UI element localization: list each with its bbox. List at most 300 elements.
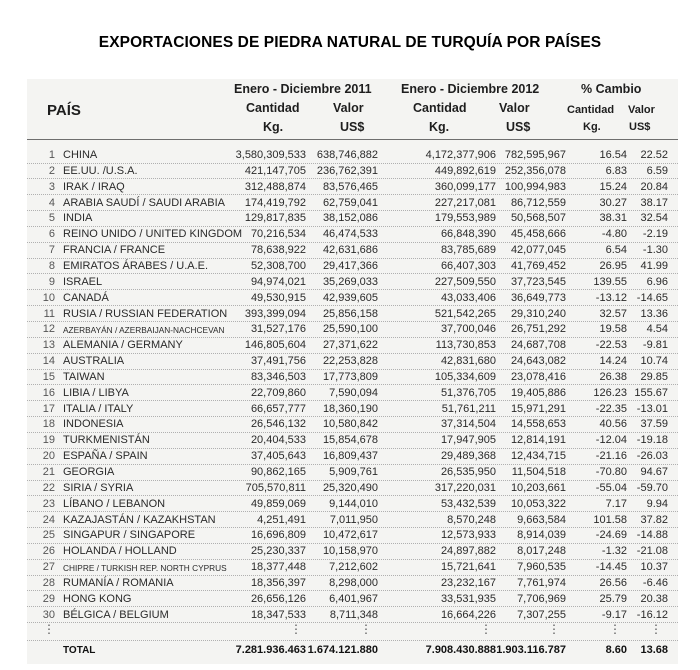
row-value-2012: 12,814,191	[510, 434, 566, 447]
row-index: 12	[42, 323, 55, 336]
row-index: 16	[42, 386, 55, 399]
row-quantity-2012: 43,033,406	[440, 291, 496, 304]
row-quantity-2011: 78,638,922	[250, 244, 306, 257]
row-country: AZERBAYÁN / AZERBAIJAN-NACHCEVAN	[63, 325, 225, 336]
row-quantity-2011: 26,546,132	[250, 418, 306, 431]
row-country: LIBIA / LIBYA	[63, 386, 129, 399]
row-country: HONG KONG	[63, 592, 132, 605]
row-index: 3	[48, 180, 55, 193]
row-index: 11	[43, 307, 55, 320]
row-quantity-2012: 113,730,853	[435, 339, 496, 352]
row-quantity-2011: 49,859,069	[250, 497, 306, 510]
row-value-2011: 62,759,041	[322, 196, 378, 209]
row-quantity-2011: 3,580,309,533	[235, 149, 306, 161]
row-value-2011: 236,762,391	[316, 164, 378, 177]
row-value-2011: 27,371,622	[322, 339, 378, 352]
row-change-quantity: 6.54	[605, 244, 627, 257]
row-index: 30	[42, 608, 55, 621]
row-change-quantity: 101.58	[593, 513, 627, 526]
row-value-2012: 14,558,653	[510, 418, 566, 431]
row-value-2012: 36,649,773	[510, 291, 566, 304]
row-change-quantity: -55.04	[595, 481, 627, 494]
row-change-quantity: -24.69	[595, 529, 627, 542]
row-index: 26	[42, 545, 55, 558]
ellipsis-q2011: ⋮	[290, 622, 302, 636]
row-value-2011: 16,809,437	[322, 450, 378, 463]
table-row	[27, 338, 678, 353]
table-row	[27, 291, 678, 306]
row-index: 24	[42, 513, 55, 526]
row-country: BÉLGICA / BELGIUM	[63, 608, 169, 621]
row-quantity-2012: 23,232,167	[440, 576, 496, 589]
row-change-value: -21.08	[636, 545, 668, 558]
row-change-value: 4.54	[646, 323, 668, 336]
row-quantity-2012: 227,509,550	[434, 275, 496, 288]
row-index: 7	[48, 244, 55, 257]
row-change-quantity: 30.27	[599, 196, 627, 209]
row-index: 18	[42, 418, 55, 431]
table-row	[27, 322, 678, 337]
table-row	[27, 544, 678, 559]
row-quantity-2011: 421,147,705	[244, 164, 306, 177]
row-quantity-2012: 179,553,989	[434, 212, 496, 225]
row-quantity-2012: 33,531,935	[440, 592, 496, 605]
row-quantity-2012: 105,334,609	[434, 370, 496, 383]
row-change-value: 20.84	[640, 180, 668, 193]
row-quantity-2012: 4,172,377,906	[425, 149, 496, 161]
table-row	[27, 608, 678, 623]
row-value-2011: 83,576,465	[322, 180, 378, 193]
row-value-2011: 10,158,970	[322, 545, 378, 558]
total-cv: 13.68	[640, 644, 668, 656]
row-value-2011: 5,909,761	[329, 466, 378, 478]
row-change-value: -9.81	[642, 339, 668, 352]
row-change-value: -14.88	[636, 529, 668, 542]
row-quantity-2012: 66,407,303	[440, 259, 496, 272]
row-quantity-2012: 51,376,705	[440, 386, 496, 399]
row-quantity-2012: 12,573,933	[440, 529, 496, 542]
row-value-2012: 24,687,708	[510, 339, 566, 352]
row-index: 8	[48, 259, 55, 272]
header-kg-2012: Kg.	[429, 120, 450, 134]
row-index: 20	[42, 450, 55, 463]
ellipsis-cq: ⋮	[609, 622, 621, 636]
row-index: 10	[42, 291, 55, 304]
table-row	[27, 386, 678, 401]
total-row	[27, 643, 678, 658]
row-quantity-2011: 393,399,094	[244, 307, 306, 320]
header-divider	[27, 139, 678, 140]
row-quantity-2012: 17,947,905	[440, 434, 496, 447]
row-quantity-2012: 449,892,619	[434, 164, 496, 177]
row-change-value: 6.96	[646, 275, 668, 288]
row-change-value: 37.82	[640, 513, 668, 526]
row-change-quantity: -12.04	[595, 434, 627, 447]
row-change-value: 13.36	[640, 307, 668, 320]
table-row	[27, 560, 678, 575]
header-period-2012: Enero - Diciembre 2012	[401, 82, 540, 96]
row-divider	[27, 622, 678, 623]
row-value-2012: 37,723,545	[510, 275, 566, 288]
row-value-2011: 25,320,490	[322, 481, 378, 494]
header-usd-2012: US$	[506, 120, 531, 134]
row-change-quantity: -1.32	[601, 545, 627, 558]
row-change-value: 20.38	[640, 592, 668, 605]
row-quantity-2011: 129,817,835	[244, 212, 306, 225]
row-value-2012: 9,663,584	[517, 513, 566, 526]
row-change-quantity: 40.56	[599, 418, 627, 431]
row-value-2011: 7,212,602	[329, 561, 378, 574]
row-quantity-2011: 94,974,021	[250, 275, 306, 288]
row-value-2012: 8,914,039	[517, 529, 566, 542]
row-change-quantity: 32.57	[599, 307, 627, 320]
row-change-quantity: 15.24	[599, 180, 627, 193]
row-quantity-2012: 360,099,177	[434, 180, 496, 193]
row-value-2011: 42,939,605	[322, 291, 378, 304]
row-quantity-2011: 705,570,811	[245, 481, 306, 494]
row-value-2011: 25,590,100	[322, 323, 378, 336]
ellipsis-q2012: ⋮	[480, 622, 492, 636]
row-quantity-2011: 37,405,643	[250, 450, 306, 463]
row-value-2011: 7,011,950	[329, 513, 378, 526]
table-row	[27, 180, 678, 195]
row-quantity-2011: 83,346,503	[250, 370, 306, 383]
row-index: 27	[42, 561, 55, 574]
row-country: RUMANÍA / ROMANIA	[63, 576, 174, 589]
page-title: EXPORTACIONES DE PIEDRA NATURAL DE TURQUÍA POR PAÍSES	[98, 34, 602, 51]
row-index: 28	[42, 576, 55, 589]
row-value-2012: 252,356,078	[504, 164, 566, 177]
table-row	[27, 528, 678, 543]
row-value-2012: 10,053,322	[510, 497, 566, 510]
row-value-2012: 26,751,292	[510, 323, 566, 336]
row-change-value: 155.67	[634, 386, 668, 399]
ellipsis-index: ⋮	[43, 622, 55, 636]
row-index: 6	[48, 228, 55, 241]
header-value-change: Valor	[628, 104, 655, 116]
row-quantity-2012: 37,314,504	[440, 418, 496, 431]
row-quantity-2011: 52,308,700	[250, 259, 306, 272]
row-change-quantity: 126.23	[593, 386, 627, 399]
table-row	[27, 196, 678, 211]
row-change-value: -19.18	[636, 434, 668, 447]
row-change-value: -13.01	[636, 402, 668, 415]
row-country: FRANCIA / FRANCE	[63, 244, 166, 257]
table-row	[27, 354, 678, 369]
row-change-value: -59.70	[636, 481, 668, 494]
row-quantity-2011: 31,527,176	[250, 323, 306, 336]
row-country: EE.UU. /U.S.A.	[63, 164, 138, 177]
row-value-2011: 38,152,086	[322, 212, 378, 225]
row-value-2012: 8,017,248	[517, 545, 566, 558]
row-value-2011: 6,401,967	[329, 592, 378, 605]
table-row	[27, 513, 678, 528]
row-country: ISRAEL	[63, 275, 103, 288]
row-quantity-2012: 317,220,031	[434, 481, 496, 494]
row-value-2011: 25,856,158	[322, 307, 378, 320]
row-index: 25	[42, 529, 55, 542]
row-change-quantity: -13.12	[595, 291, 627, 304]
row-country: ALEMANIA / GERMANY	[63, 339, 183, 352]
row-value-2011: 8,298,000	[329, 576, 378, 589]
row-index: 23	[42, 497, 55, 510]
total-v2011: 1.674.121.880	[307, 644, 378, 656]
row-change-quantity: -21.16	[595, 450, 627, 463]
row-country: ESPAÑA / SPAIN	[63, 450, 148, 463]
row-index: 5	[48, 212, 55, 225]
row-value-2011: 7,590,094	[329, 386, 378, 399]
row-change-value: 10.74	[640, 355, 668, 368]
table-row	[27, 227, 678, 242]
row-country: TURKMENISTÁN	[63, 434, 150, 447]
row-quantity-2011: 312,488,874	[244, 180, 306, 193]
row-value-2011: 15,854,678	[322, 434, 378, 447]
row-change-value: 41.99	[640, 259, 668, 272]
row-value-2012: 10,203,661	[510, 481, 566, 494]
row-value-2012: 41,769,452	[510, 259, 566, 272]
table-row	[27, 576, 678, 591]
table-row	[27, 211, 678, 226]
header-usd-change: US$	[629, 121, 651, 133]
total-label: TOTAL	[63, 645, 96, 656]
table-row	[27, 148, 678, 163]
ellipsis-v2011: ⋮	[360, 622, 372, 636]
row-change-value: 38.17	[640, 196, 668, 209]
table-row	[27, 243, 678, 258]
ellipsis-v2012: ⋮	[548, 622, 560, 636]
row-quantity-2012: 26,535,950	[440, 466, 496, 478]
row-change-quantity: -14.45	[595, 561, 627, 574]
row-change-quantity: 26.95	[599, 259, 627, 272]
row-value-2011: 29,417,366	[322, 259, 378, 272]
row-value-2011: 22,253,828	[322, 355, 378, 368]
total-divider	[27, 640, 678, 641]
header-quantity-2012: Cantidad	[413, 101, 467, 115]
row-quantity-2011: 70,216,534	[250, 228, 306, 241]
row-index: 2	[48, 164, 55, 177]
row-value-2012: 29,310,240	[510, 307, 566, 320]
row-index: 13	[42, 339, 55, 352]
row-change-quantity: 26.56	[599, 576, 627, 589]
row-change-value: -14.65	[636, 291, 668, 304]
header-period-2011: Enero - Diciembre 2011	[234, 82, 372, 96]
total-v2012: 1.903.116.787	[496, 644, 566, 656]
total-q2012: 7.908.430.888	[425, 644, 496, 656]
header-value-2012: Valor	[499, 101, 530, 115]
row-value-2011: 18,360,190	[322, 402, 378, 415]
row-value-2011: 10,580,842	[322, 418, 378, 431]
row-index: 15	[42, 370, 55, 383]
row-change-quantity: 7.17	[605, 497, 627, 510]
row-country: CHIPRE / TURKISH REP. NORTH CYPRUS	[63, 563, 227, 574]
row-change-quantity: 6.83	[605, 164, 627, 177]
table-row	[27, 481, 678, 496]
row-change-value: 22.52	[640, 149, 668, 161]
row-change-quantity: 139.55	[593, 275, 627, 288]
row-value-2012: 23,078,416	[510, 370, 566, 383]
row-change-quantity: 25.79	[599, 592, 627, 605]
row-quantity-2012: 53,432,539	[440, 497, 496, 510]
row-country: ARABIA SAUDÍ / SAUDI ARABIA	[63, 196, 225, 209]
row-change-value: 10.37	[640, 561, 668, 574]
row-change-quantity: -70.80	[595, 466, 627, 478]
row-value-2012: 782,595,967	[504, 149, 566, 161]
header-quantity-change: Cantidad	[567, 104, 615, 116]
table-row	[27, 307, 678, 322]
row-change-value: -1.30	[642, 244, 668, 257]
row-country: CHINA	[63, 149, 98, 161]
row-quantity-2011: 174,419,792	[244, 196, 306, 209]
row-change-value: 94.67	[640, 466, 668, 478]
total-q2011: 7.281.936.463	[235, 644, 306, 656]
row-value-2011: 42,631,686	[322, 244, 378, 257]
ellipsis-cv: ⋮	[650, 622, 662, 636]
row-value-2012: 12,434,715	[510, 450, 566, 463]
row-quantity-2012: 24,897,882	[440, 545, 496, 558]
row-value-2012: 7,307,255	[517, 608, 566, 621]
table-row	[27, 402, 678, 417]
row-country: REINO UNIDO / UNITED KINGDOM	[63, 228, 243, 241]
row-quantity-2012: 66,848,390	[440, 228, 496, 241]
row-value-2012: 7,761,974	[517, 576, 566, 589]
row-change-value: -6.46	[642, 576, 668, 589]
header-kg-change: Kg.	[583, 121, 601, 133]
row-country: LÍBANO / LEBANON	[63, 497, 166, 510]
row-quantity-2011: 18,377,448	[250, 561, 306, 574]
row-change-value: 37.59	[640, 418, 668, 431]
row-value-2012: 7,960,535	[517, 561, 566, 574]
row-quantity-2011: 22,709,860	[250, 386, 306, 399]
row-quantity-2012: 227,217,081	[434, 196, 496, 209]
table-row	[27, 370, 678, 385]
row-change-value: -16.12	[636, 608, 668, 621]
row-quantity-2011: 25,230,337	[250, 545, 306, 558]
row-country: TAIWAN	[63, 370, 105, 383]
row-quantity-2011: 90,862,165	[250, 466, 306, 478]
row-change-quantity: 38.31	[599, 212, 627, 225]
row-change-quantity: -4.80	[601, 228, 627, 241]
table-row	[27, 259, 678, 274]
row-value-2011: 35,269,033	[322, 275, 378, 288]
row-country: GEORGIA	[63, 466, 115, 478]
row-change-value: 29.85	[640, 370, 668, 383]
row-country: HOLANDA / HOLLAND	[63, 545, 177, 558]
row-index: 9	[48, 275, 55, 288]
row-value-2012: 15,971,291	[510, 402, 566, 415]
row-index: 19	[42, 434, 55, 447]
row-value-2012: 86,712,559	[510, 196, 566, 209]
row-quantity-2011: 37,491,756	[250, 355, 306, 368]
table-row	[27, 433, 678, 448]
header-change: % Cambio	[581, 82, 642, 96]
header-usd-2011: US$	[340, 120, 365, 134]
row-quantity-2011: 4,251,491	[257, 513, 306, 526]
row-index: 21	[42, 466, 55, 478]
table-row	[27, 275, 678, 290]
row-country: ITALIA / ITALY	[63, 402, 134, 415]
row-value-2012: 24,643,082	[510, 355, 566, 368]
row-country: EMIRATOS ÁRABES / U.A.E.	[63, 259, 209, 272]
total-cq: 8.60	[605, 644, 627, 656]
row-change-quantity: 19.58	[599, 323, 627, 336]
row-value-2012: 45,458,666	[510, 228, 566, 241]
row-country: SINGAPUR / SINGAPORE	[63, 529, 196, 542]
row-quantity-2011: 18,347,533	[250, 608, 306, 621]
row-quantity-2012: 83,785,689	[440, 244, 496, 257]
row-value-2011: 10,472,617	[322, 529, 378, 542]
header-kg-2011: Kg.	[263, 120, 284, 134]
row-change-value: -26.03	[636, 450, 668, 463]
row-change-value: 32.54	[640, 212, 668, 225]
row-country: KAZAJASTÁN / KAZAKHSTAN	[63, 513, 216, 526]
header-country: PAÍS	[47, 102, 81, 119]
row-value-2011: 9,144,010	[329, 497, 378, 510]
row-quantity-2011: 20,404,533	[250, 434, 306, 447]
row-value-2012: 100,994,983	[504, 180, 566, 193]
header-value-2011: Valor	[333, 101, 364, 115]
row-change-value: -2.19	[642, 228, 668, 241]
row-change-quantity: 16.54	[599, 149, 627, 161]
row-quantity-2011: 49,530,915	[250, 291, 306, 304]
row-value-2011: 638,746,882	[316, 149, 378, 161]
table-row	[27, 592, 678, 607]
row-quantity-2011: 66,657,777	[250, 402, 306, 415]
row-change-value: 6.59	[646, 164, 668, 177]
table-row	[27, 417, 678, 432]
row-quantity-2012: 29,489,368	[440, 450, 496, 463]
row-value-2011: 46,474,533	[322, 228, 378, 241]
row-change-quantity: 26.38	[599, 370, 627, 383]
row-index: 4	[48, 196, 55, 209]
row-quantity-2012: 51,761,211	[441, 402, 496, 415]
row-quantity-2012: 8,570,248	[447, 513, 496, 526]
row-change-quantity: -9.17	[601, 608, 627, 621]
row-quantity-2011: 26,656,126	[250, 592, 306, 605]
row-value-2012: 19,405,886	[510, 386, 566, 399]
row-country: SIRIA / SYRIA	[63, 481, 134, 494]
row-country: RUSIA / RUSSIAN FEDERATION	[63, 307, 228, 320]
row-quantity-2011: 18,356,397	[250, 576, 306, 589]
table-row	[27, 465, 678, 480]
row-change-value: 9.94	[646, 497, 668, 510]
row-quantity-2012: 42,831,680	[440, 355, 496, 368]
header-quantity-2011: Cantidad	[246, 101, 300, 115]
row-quantity-2011: 146,805,604	[244, 339, 306, 352]
row-value-2012: 50,568,507	[510, 212, 566, 225]
row-value-2012: 7,706,969	[517, 592, 566, 605]
table-row	[27, 164, 678, 179]
row-value-2011: 8,711,348	[329, 608, 378, 621]
table-row	[27, 497, 678, 512]
row-country: AUSTRALIA	[63, 355, 125, 368]
row-country: IRAK / IRAQ	[63, 180, 125, 193]
row-index: 14	[42, 355, 55, 368]
ellipsis-row	[27, 624, 678, 639]
row-index: 1	[48, 149, 55, 161]
row-country: INDIA	[63, 212, 93, 225]
row-index: 29	[42, 592, 55, 605]
row-index: 22	[42, 481, 55, 494]
row-value-2011: 17,773,809	[322, 370, 378, 383]
row-change-quantity: -22.35	[595, 402, 627, 415]
row-quantity-2012: 37,700,046	[440, 323, 496, 336]
row-country: CANADÁ	[63, 291, 109, 304]
row-change-quantity: -22.53	[595, 339, 627, 352]
row-value-2012: 42,077,045	[510, 244, 566, 257]
row-quantity-2012: 16,664,226	[440, 608, 496, 621]
row-value-2012: 11,504,518	[511, 466, 566, 478]
row-quantity-2012: 521,542,265	[434, 307, 496, 320]
